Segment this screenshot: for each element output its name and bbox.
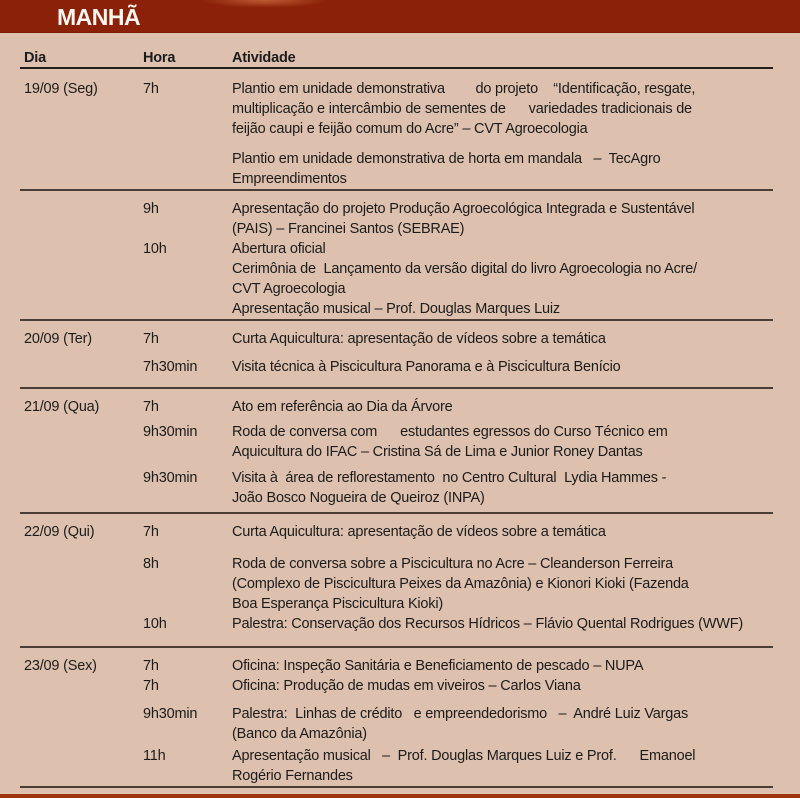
schedule-item [0, 554, 800, 614]
schedule-section [0, 321, 800, 387]
schedule-item [0, 468, 800, 508]
page-title: MANHÃ [57, 4, 141, 30]
time-cell: 7h [143, 524, 159, 540]
activity-line: Boa Esperança Piscicultura Kioki) [232, 596, 443, 612]
day-cell: 19/09 (Seg) [24, 81, 98, 97]
schedule-item [0, 397, 800, 417]
activity-line: Empreendimentos [232, 171, 347, 187]
activity-line: (Banco da Amazônia) [232, 726, 367, 742]
time-cell: 10h [143, 241, 167, 257]
activity-cell [232, 357, 800, 377]
time-cell: 7h [143, 331, 159, 347]
schedule-section [0, 191, 800, 319]
day-cell: 21/09 (Qua) [24, 399, 100, 415]
schedule-item [0, 422, 800, 462]
activity-line: Abertura oficial [232, 241, 326, 257]
day-cell: 20/09 (Ter) [24, 331, 92, 347]
schedule-item [0, 614, 800, 634]
activity-line: Cerimônia de Lançamento da versão digital do livro Agroecologia no Acre/ [232, 261, 697, 277]
activity-line: Visita técnica à Piscicultura Panorama e à Piscicultura Benício [232, 359, 621, 375]
schedule-item [0, 357, 800, 377]
activity-cell [232, 614, 800, 634]
time-cell: 9h [143, 201, 159, 217]
time-cell: 10h [143, 616, 167, 632]
activity-cell [232, 422, 800, 462]
time-cell: 11h [143, 748, 166, 764]
activity-line: (PAIS) – Francinei Santos (SEBRAE) [232, 221, 465, 237]
time-cell: 7h30min [143, 359, 198, 375]
activity-line: Roda de conversa sobre a Piscicultura no Acre – Cleanderson Ferreira [232, 556, 673, 572]
activity-line: multiplicação e intercâmbio de sementes de variedades tradicionais de [232, 101, 692, 117]
activity-line: feijão caupi e feijão comum do Acre” – CVT Agroecologia [232, 121, 588, 137]
time-cell: 7h [143, 81, 159, 97]
day-cell: 23/09 (Sex) [24, 658, 97, 674]
schedule-section [0, 389, 800, 512]
header-bar [0, 0, 800, 33]
activity-line: Oficina: Produção de mudas em viveiros – Carlos Viana [232, 678, 581, 694]
activity-line: Curta Aquicultura: apresentação de vídeos sobre a temática [232, 524, 606, 540]
activity-line: Ato em referência ao Dia da Árvore [232, 399, 453, 415]
activity-cell [232, 554, 800, 614]
activity-cell [232, 239, 800, 319]
time-cell: 8h [143, 556, 159, 572]
activity-line: Palestra: Linhas de crédito e empreendedorismo – André Luiz Vargas [232, 706, 689, 722]
schedule-item [0, 656, 800, 676]
activity-line: Palestra: Conservação dos Recursos Hídricos – Flávio Quental Rodrigues (WWF) [232, 616, 744, 632]
activity-cell [232, 329, 800, 349]
time-cell: 7h [143, 399, 159, 415]
schedule-section [0, 514, 800, 646]
activity-cell [232, 522, 800, 542]
schedule-item [0, 149, 800, 189]
activity-line: Curta Aquicultura: apresentação de vídeos sobre a temática [232, 331, 606, 347]
time-cell: 9h30min [143, 470, 198, 486]
activity-line: Oficina: Inspeção Sanitária e Beneficiamento de pescado – NUPA [232, 658, 644, 674]
schedule-item [0, 746, 800, 786]
bottom-accent-bar [0, 794, 800, 798]
activity-line: (Complexo de Piscicultura Peixes da Amazônia) e Kionori Kioki (Fazenda [232, 576, 689, 592]
column-header-hora: Hora [143, 50, 176, 66]
schedule-section [0, 69, 800, 189]
activity-cell [232, 199, 800, 239]
activity-line: Apresentação musical – Prof. Douglas Marques Luiz [232, 301, 560, 317]
activity-line: Apresentação do projeto Produção Agroecológica Integrada e Sustentável [232, 201, 695, 217]
activity-line: Roda de conversa com estudantes egressos do Curso Técnico em [232, 424, 668, 440]
time-cell: 9h30min [143, 424, 198, 440]
schedule-item [0, 329, 800, 349]
table-header-row [0, 33, 800, 66]
activity-cell [232, 79, 800, 139]
activity-cell [232, 468, 800, 508]
activity-line: Aquicultura do IFAC – Cristina Sá de Lima e Junior Roney Dantas [232, 444, 643, 460]
schedule-item [0, 704, 800, 744]
schedule-item [0, 199, 800, 239]
activity-cell [232, 746, 800, 786]
time-cell: 9h30min [143, 706, 198, 722]
activity-line: Plantio em unidade demonstrativa do projeto “Identificação, resgate, [232, 81, 696, 97]
activity-line: Apresentação musical – Prof. Douglas Marques Luiz e Prof. Emanoel [232, 748, 696, 764]
activity-cell [232, 704, 800, 744]
schedule-section [0, 648, 800, 786]
activity-line: João Bosco Nogueira de Queiroz (INPA) [232, 490, 485, 506]
schedule-item [0, 676, 800, 696]
activity-line: Plantio em unidade demonstrativa de horta em mandala – TecAgro [232, 151, 661, 167]
day-cell: 22/09 (Qui) [24, 524, 95, 540]
column-header-dia: Dia [24, 50, 46, 66]
time-cell: 7h [143, 678, 159, 694]
activity-cell [232, 149, 800, 189]
activity-line: Visita à área de reflorestamento no Centro Cultural Lydia Hammes - [232, 470, 667, 486]
bottom-rule [20, 786, 773, 788]
activity-line: CVT Agroecologia [232, 281, 346, 297]
schedule-item [0, 79, 800, 139]
activity-line: Rogério Fernandes [232, 768, 353, 784]
activity-cell [232, 397, 800, 417]
activity-cell [232, 656, 800, 676]
schedule-item [0, 522, 800, 542]
time-cell: 7h [143, 658, 159, 674]
header-gloss [200, 0, 330, 8]
column-header-atividade: Atividade [232, 50, 296, 66]
activity-cell [232, 676, 800, 696]
schedule-item [0, 239, 800, 319]
